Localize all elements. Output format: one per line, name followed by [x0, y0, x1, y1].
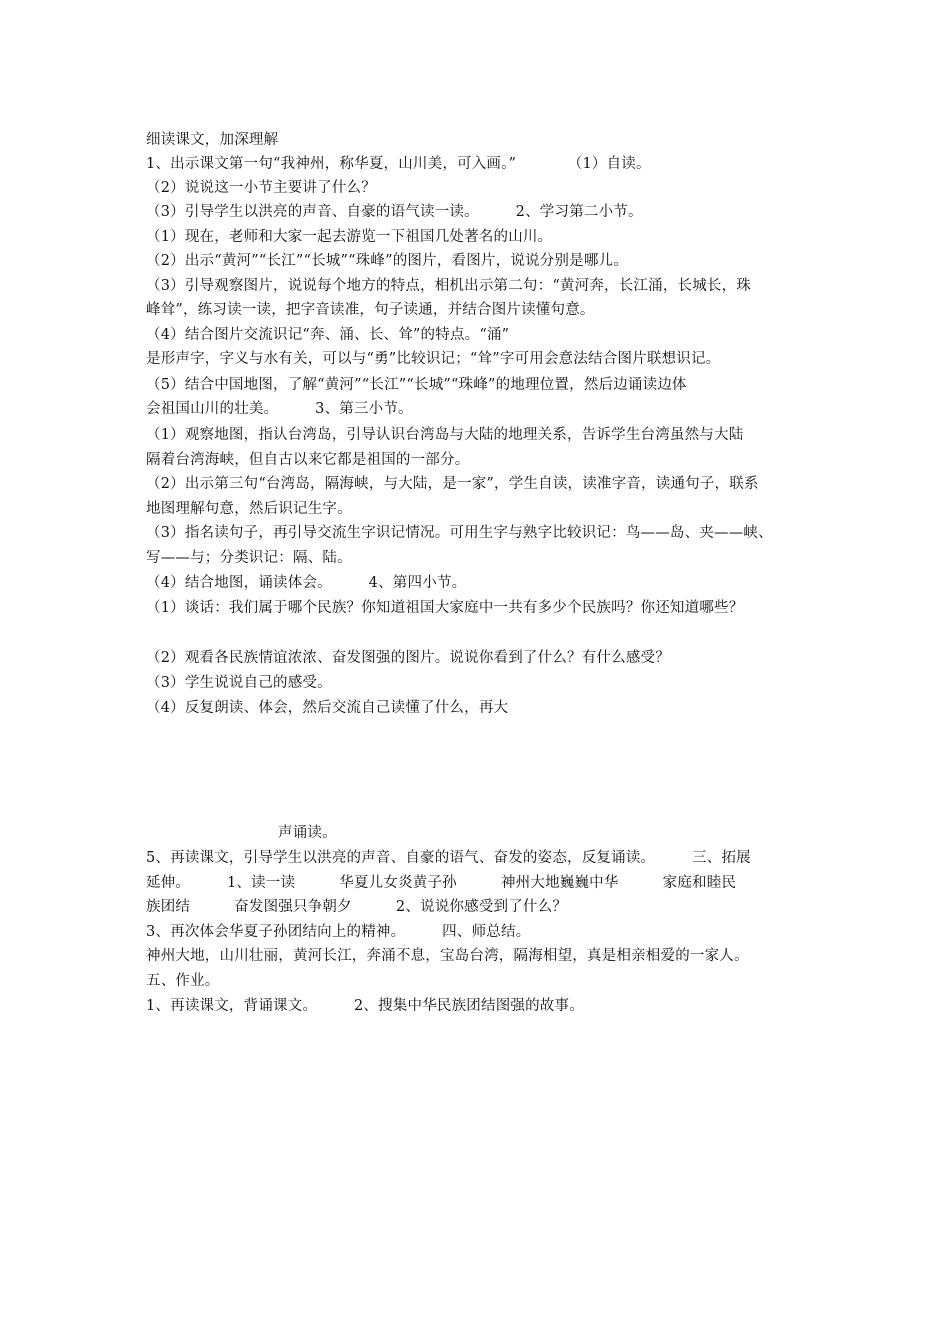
paragraph-line: （4）反复朗读、体会，然后交流自己读懂了什么，再大 — [146, 700, 509, 716]
paragraph-line: 是形声字，字义与水有关，可以与“勇”比较识记；“耸”字可用会意法结合图片联想识记。 — [146, 351, 721, 367]
paragraph-line: 5、再读课文，引导学生以洪亮的声音、自豪的语气、奋发的姿态，反复诵读。 三、拓展 — [146, 850, 751, 866]
paragraph-line: 五、作业。 — [146, 973, 220, 989]
paragraph-line: 神州大地，山川壮丽，黄河长江，奔涌不息，宝岛台湾，隔海相望，真是相亲相爱的一家人。 — [146, 948, 749, 964]
paragraph-line: 隔着台湾海峡，但自古以来它都是祖国的一部分。 — [146, 452, 470, 468]
section-heading: 细读课文，加深理解 — [146, 132, 279, 148]
paragraph-line: （1）现在，老师和大家一起去游览一下祖国几处著名的山川。 — [146, 229, 553, 245]
paragraph-line: 会祖国山川的壮美。 3、第三小节。 — [146, 401, 413, 417]
paragraph-line: 1、出示课文第一句“我神州，称华夏，山川美，可入画。” （1）自读。 — [146, 156, 651, 172]
paragraph-line: 峰耸”，练习读一读，把字音读准，句子读通，并结合图片读懂句意。 — [146, 302, 595, 318]
paragraph-line: 声诵读。 — [278, 825, 337, 841]
paragraph-line: （4）结合图片交流识记“奔、涌、长、耸”的特点。“涌” — [146, 327, 510, 343]
paragraph-line: （1）谈话：我们属于哪个民族？你知道祖国大家庭中一共有多少个民族吗？你还知道哪些？ — [146, 600, 744, 616]
paragraph-line: （4）结合地图，诵读体会。 4、第四小节。 — [146, 575, 467, 591]
paragraph-line: 延伸。 1、读一读 华夏儿女炎黄子孙 神州大地巍巍中华 家庭和睦民 — [146, 875, 737, 891]
paragraph-line: （3）引导观察图片，说说每个地方的特点，相机出示第二句：“黄河奔，长江涌，长城长，珠 — [146, 278, 752, 294]
paragraph-line: （2）出示“黄河”“长江”“长城”“珠峰”的图片，看图片，说说分别是哪儿。 — [146, 253, 628, 269]
paragraph-line: （3）指名读句子，再引导交流生字识记情况。可用生字与熟字比较识记：鸟——岛、夹——峡、 — [146, 525, 773, 541]
paragraph-line: （3）学生说说自己的感受。 — [146, 675, 332, 691]
paragraph-line: 地图理解句意，然后识记生字。 — [146, 501, 352, 517]
paragraph-line: （2）说说这一小节主要讲了什么？ — [146, 180, 376, 196]
paragraph-line: 族团结 奋发图强只争朝夕 2、说说你感受到了什么？ — [146, 899, 568, 915]
paragraph-line: （1）观察地图，指认台湾岛，引导认识台湾岛与大陆的地理关系，告诉学生台湾虽然与大陆 — [146, 427, 744, 443]
paragraph-line: （2）出示第三句“台湾岛，隔海峡，与大陆，是一家”，学生自读，读准字音，读通句子，联系 — [146, 476, 759, 492]
paragraph-line: 1、再读课文，背诵课文。 2、搜集中华民族团结图强的故事。 — [146, 998, 584, 1014]
paragraph-line: （5）结合中国地图，了解“黄河”“长江”“长城”“珠峰”的地理位置，然后边诵读边体 — [146, 377, 687, 393]
paragraph-line: （3）引导学生以洪亮的声音、自豪的语气读一读。 2、学习第二小节。 — [146, 204, 643, 220]
paragraph-line: （2）观看各民族情谊浓浓、奋发图强的图片。说说你看到了什么？有什么感受？ — [146, 650, 670, 666]
paragraph-line: 写——与；分类识记：隔、陆。 — [146, 550, 352, 566]
paragraph-line: 3、再次体会华夏子孙团结向上的精神。 四、师总结。 — [146, 924, 531, 940]
